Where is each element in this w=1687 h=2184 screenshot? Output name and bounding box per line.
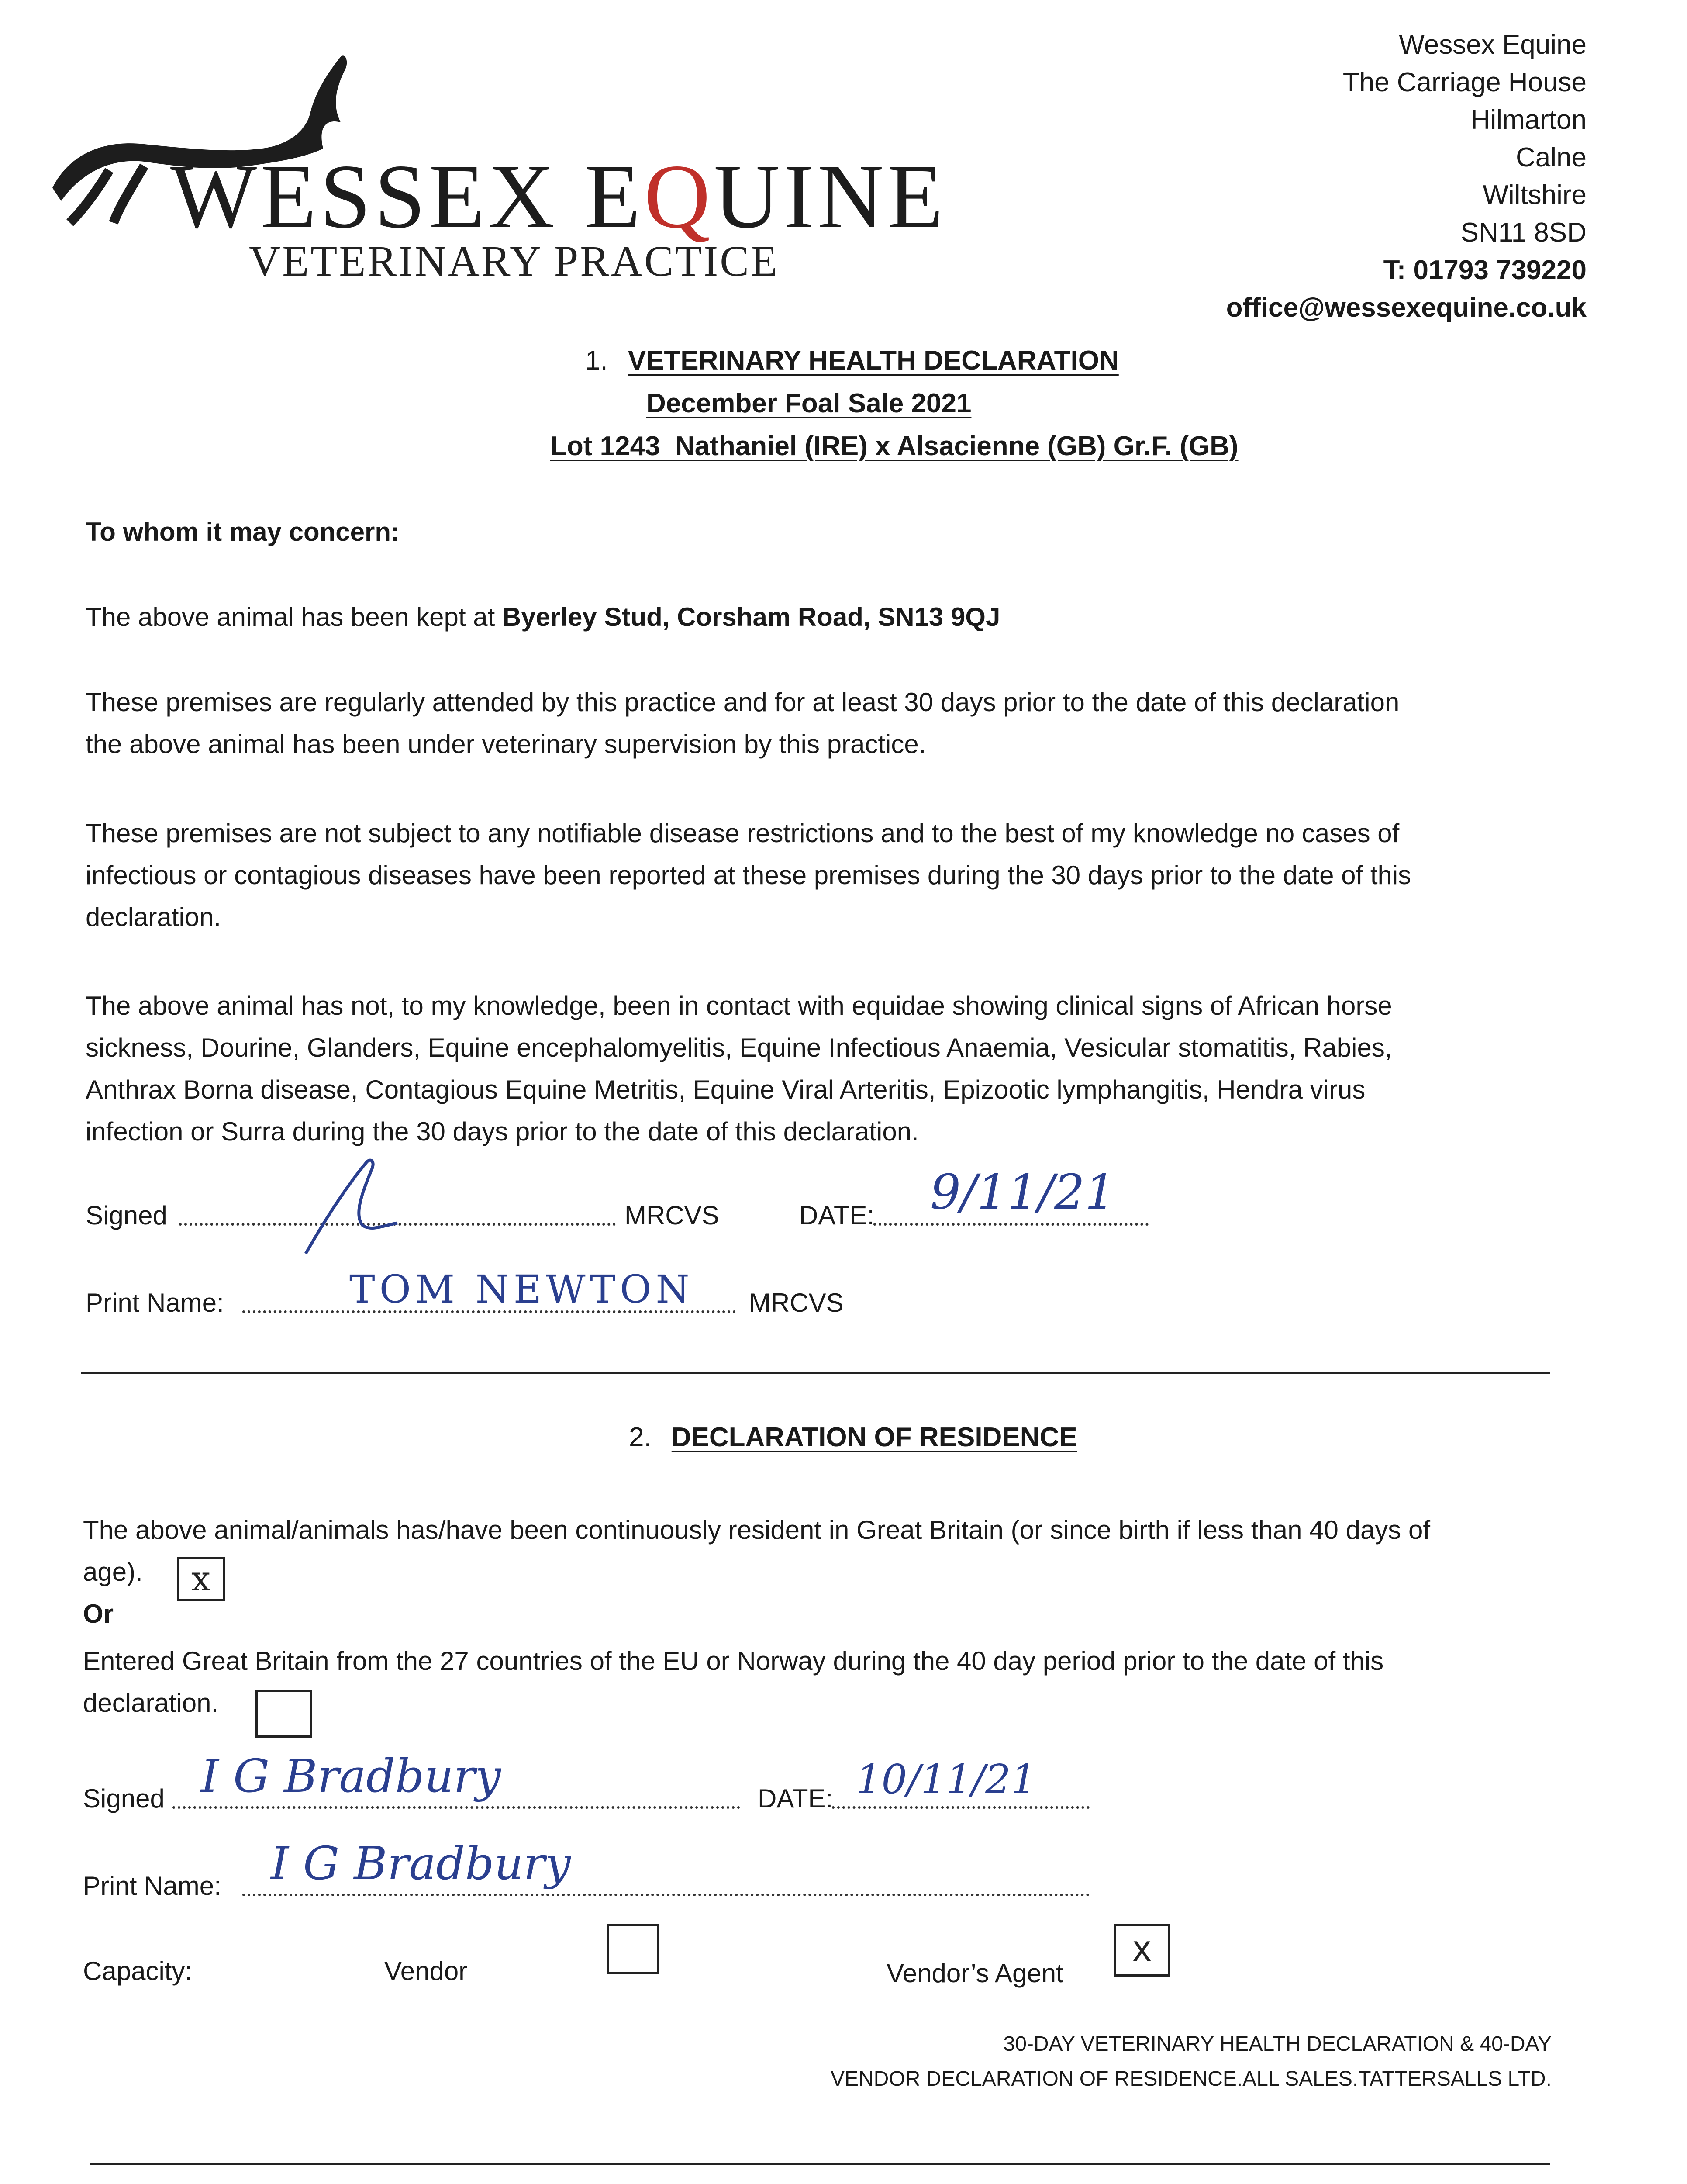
- section1-heading: [585, 345, 1119, 376]
- address-line: Hilmarton: [1470, 105, 1587, 135]
- kept-at-statement: [86, 596, 1000, 638]
- capacity-label: Capacity:: [83, 1956, 193, 1986]
- disease-restrictions-paragraph: [86, 812, 1411, 938]
- kept-location: Byerley Stud, Corsham Road, SN13 9QJ: [502, 602, 1000, 632]
- checkbox-mark: x: [1133, 1928, 1151, 1969]
- footer-line: 30-DAY VETERINARY HEALTH DECLARATION & 40-DAY: [1003, 2032, 1552, 2056]
- address-line: Wessex Equine: [1399, 30, 1587, 60]
- vet-signature: [297, 1153, 411, 1258]
- paragraph-line: the above animal has been under veterinary supervision by this practice.: [86, 729, 926, 759]
- paragraph-line: The above animal/animals has/have been continuously resident in Great Britain (or since birth if less than 40 days of: [83, 1515, 1431, 1545]
- address-line: Calne: [1516, 142, 1587, 173]
- vendor-agent-checkbox[interactable]: [1114, 1924, 1170, 1977]
- phone-number: T: 01793 739220: [1383, 255, 1587, 285]
- vet-date-value: 9/11/21: [930, 1164, 1116, 1220]
- section2-heading: [629, 1422, 1077, 1453]
- logo-subtitle: VETERINARY PRACTICE: [249, 237, 779, 285]
- section-divider: [81, 1372, 1550, 1374]
- logo-name-part2: UINE: [714, 146, 947, 247]
- logo-name-part1: WESSEX E: [170, 146, 644, 247]
- vet-print-name-label: Print Name:: [86, 1288, 224, 1317]
- practice-logo: [44, 44, 947, 288]
- vet-print-mrcvs: MRCVS: [749, 1288, 844, 1317]
- email-address: office@wessexequine.co.uk: [1226, 293, 1587, 323]
- checkbox-mark: x: [191, 1559, 210, 1599]
- lot-description: Lot 1243 Nathaniel (IRE) x Alsacienne (GB) Gr.F. (GB): [550, 431, 1239, 461]
- address-line: SN11 8SD: [1460, 218, 1587, 248]
- section1-number: 1.: [585, 346, 608, 376]
- paragraph-line: Entered Great Britain from the 27 countries of the EU or Norway during the 40 day period prior to the date of this: [83, 1646, 1384, 1676]
- paragraph-line: infectious or contagious diseases have been reported at these premises during the 30 days prior to the date of this: [86, 860, 1411, 890]
- paragraph-line: These premises are regularly attended by this practice and for at least 30 days prior to the date of this declaration: [86, 688, 1400, 717]
- salutation: To whom it may concern:: [86, 517, 400, 546]
- vet-date-line: [873, 1223, 1149, 1226]
- vendor-date-label: DATE:: [758, 1784, 833, 1813]
- residence-option-1: [83, 1509, 1430, 1593]
- vendor-label: Vendor: [384, 1956, 468, 1986]
- paragraph-line: These premises are not subject to any notifiable disease restrictions and to the best of my knowledge no cases of: [86, 819, 1400, 848]
- residence-option-1-checkbox[interactable]: [177, 1557, 225, 1601]
- vendor-signed-label: Signed: [83, 1784, 165, 1813]
- vendor-signature-line: [172, 1806, 740, 1809]
- vendor-print-name-value: I G Bradbury: [271, 1837, 571, 1890]
- vendor-checkbox[interactable]: [607, 1924, 659, 1974]
- section2-number: 2.: [629, 1422, 652, 1452]
- address-block: [1226, 26, 1587, 327]
- paragraph-line: declaration.: [86, 902, 221, 932]
- bottom-rule: [90, 2163, 1550, 2165]
- vendor-print-name-line: [242, 1894, 1090, 1896]
- vendor-signature: I G Bradbury: [201, 1749, 501, 1803]
- form-footer: [831, 2027, 1552, 2097]
- or-label: Or: [83, 1599, 114, 1628]
- paragraph-line: The above animal has not, to my knowledge, been in contact with equidae showing clinical signs of African horse: [86, 991, 1392, 1020]
- paragraph-line: declaration.: [83, 1688, 219, 1717]
- vendor-print-name-label: Print Name:: [83, 1871, 221, 1901]
- section1-title: VETERINARY HEALTH DECLARATION: [628, 346, 1119, 376]
- vet-print-name-value: TOM NEWTON: [349, 1267, 694, 1312]
- address-line: The Carriage House: [1342, 67, 1587, 97]
- sale-name: December Foal Sale 2021: [646, 388, 972, 418]
- supervision-paragraph: [86, 681, 1399, 765]
- residence-option-2-checkbox[interactable]: [255, 1690, 312, 1738]
- vet-signed-label: Signed: [86, 1201, 167, 1230]
- vet-signed-mrcvs: MRCVS: [624, 1201, 719, 1230]
- vendor-date-line: [832, 1806, 1090, 1809]
- paragraph-line: sickness, Dourine, Glanders, Equine encephalomyelitis, Equine Infectious Anaemia, Vesicular stomatitis, Rabies,: [86, 1033, 1392, 1062]
- paragraph-line: age).: [83, 1557, 143, 1586]
- section2-title: DECLARATION OF RESIDENCE: [671, 1422, 1077, 1452]
- paragraph-line: infection or Surra during the 30 days prior to the date of this declaration.: [86, 1117, 919, 1146]
- contact-paragraph: [86, 985, 1392, 1153]
- address-line: Wiltshire: [1483, 180, 1587, 210]
- paragraph-line: Anthrax Borna disease, Contagious Equine Metritis, Equine Viral Arteritis, Epizootic lymphangitis, Hendra virus: [86, 1075, 1366, 1104]
- vendor-date-value: 10/11/21: [856, 1756, 1037, 1803]
- kept-prefix: The above animal has been kept at: [86, 602, 502, 632]
- logo-name-q: Q: [644, 146, 714, 247]
- vet-date-label: DATE:: [799, 1201, 875, 1230]
- footer-line: VENDOR DECLARATION OF RESIDENCE.ALL SALES.TATTERSALLS LTD.: [830, 2067, 1552, 2091]
- vendor-agent-label: Vendor’s Agent: [887, 1959, 1063, 1988]
